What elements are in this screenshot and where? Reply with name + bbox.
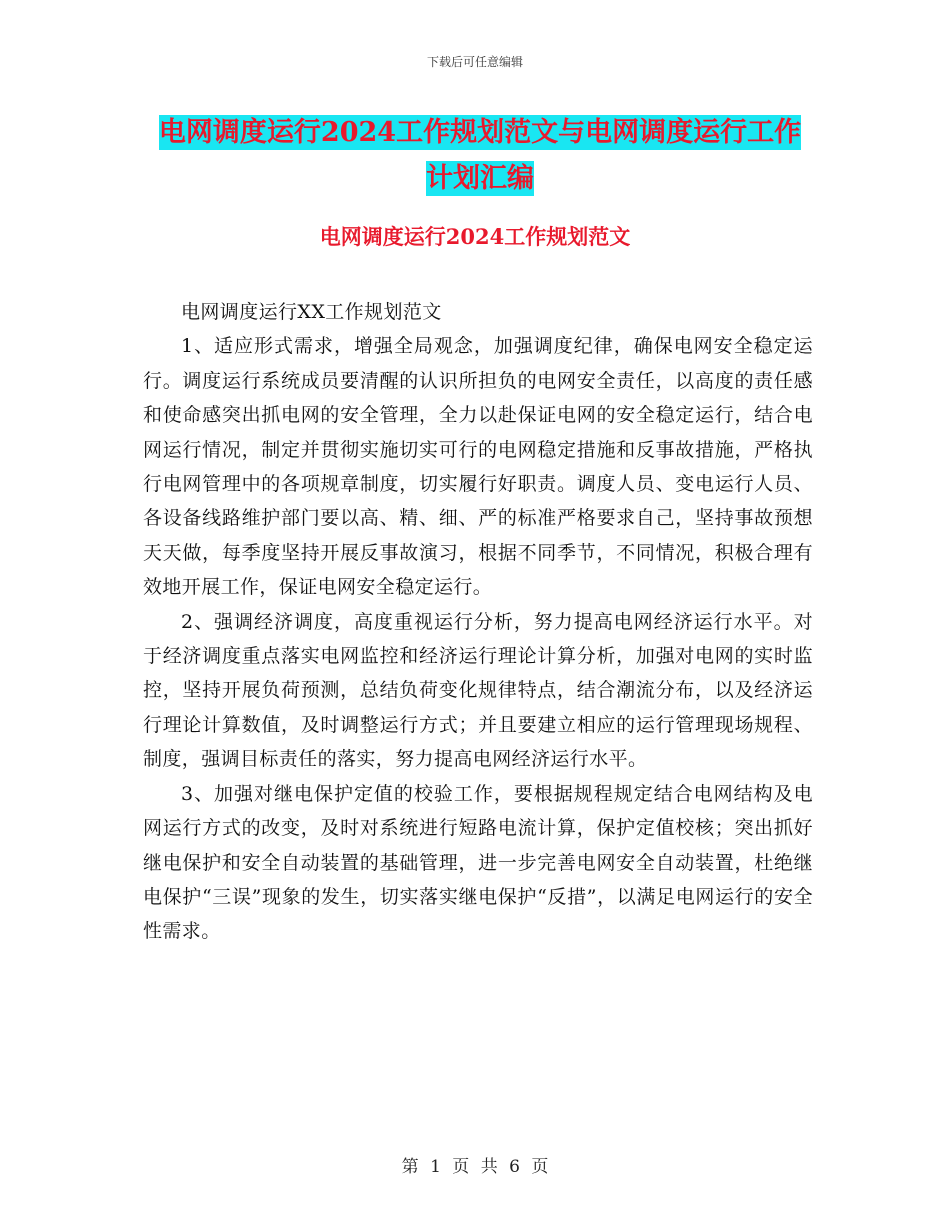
section-title: 电网调度运行2024工作规划范文 <box>319 224 631 249</box>
document-title-line2: 计划汇编 <box>426 163 534 194</box>
paragraph-3: 3、加强对继电保护定值的校验工作，要根据规程规定结合电网结构及电网运行方式的改变，及时对系统进行短路电流计算，保护定值校核；突出抓好继电保护和安全自动装置的基础管理，进一步完善电网安全自动装置，杜绝继电保护“三误”现象的发生，切实落实继电保护“反措”，以满足电网运行的安全性需求。 <box>143 782 813 943</box>
page-header-note: 下载后可任意编辑 <box>426 55 523 69</box>
document-title-line1: 电网调度运行2024工作规划范文与电网调度运行工作 <box>158 117 802 148</box>
subheading: 电网调度运行XX工作规划范文 <box>181 301 442 323</box>
document-body <box>143 295 813 949</box>
paragraph-2: 2、强调经济调度，高度重视运行分析，努力提高电网经济运行水平。对于经济调度重点落实电网监控和经济运行理论计算分析，加强对电网的实时监控，坚持开展负荷预测，总结负荷变化规律特点，结合潮流分布，以及经济运行理论计算数值，及时调整运行方式；并且要建立相应的运行管理现场规程、制度，强调目标责任的落实，努力提高电网经济运行水平。 <box>143 610 813 771</box>
document-title <box>140 110 820 202</box>
paragraph-1: 1、适应形式需求，增强全局观念，加强调度纪律，确保电网安全稳定运行。调度运行系统成员要清醒的认识所担负的电网安全责任，以高度的责任感和使命感突出抓电网的安全管理，全力以赴保证电网的安全稳定运行，结合电网运行情况，制定并贯彻实施切实可行的电网稳定措施和反事故措施，严格执行电网管理中的各项规章制度，切实履行好职责。调度人员、变电运行人员、各设备线路维护部门要以高、精、细、严的标准严格要求自己，坚持事故预想天天做，每季度坚持开展反事故演习，根据不同季节，不同情况，积极合理有效地开展工作，保证电网安全稳定运行。 <box>143 335 813 599</box>
page-number: 第 1 页 共 6 页 <box>401 1157 549 1177</box>
